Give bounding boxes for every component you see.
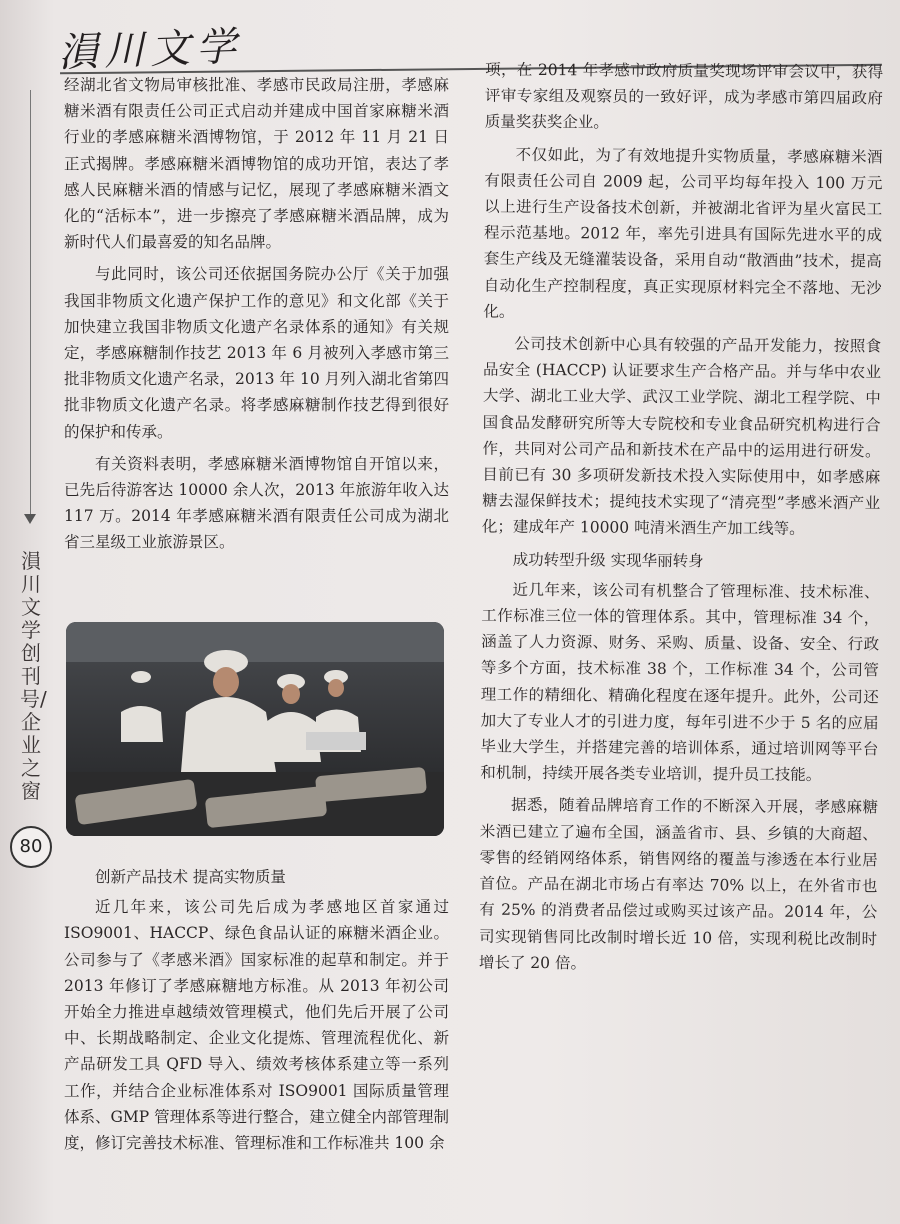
masthead-title: 溳川文学 <box>57 23 243 77</box>
right-column <box>479 57 883 985</box>
page-number: 80 <box>10 826 52 868</box>
paragraph: 近几年来，该公司有机整合了管理标准、技术标准、工作标准三位一体的管理体系。其中，管理标准 34 个，涵盖了人力资源、财务、采购、质量、设备、安全、行政等多个方面，技术标准 38 个，工作标准 34 个，公司管理工作的精细化、精确化程度在逐年提升。此外，公司还加大了专业人才的引进力度，每年引进不少于 5 名的应届毕业大学生，并搭建完善的培训体系，通过培训网等平台和机制，持续开展各类专业培训，提升员工技能。 <box>480 580 880 785</box>
sidebar-divider <box>30 90 31 520</box>
paragraph: 近几年来，该公司先后成为孝感地区首家通过 ISO9001、HACCP、绿色食品认证的麻糖米酒企业。公司参与了《孝感米酒》国家标准的起草和制定。并于 2013 年修订了孝感麻糖地方标准。从 2013 年初公司开始全力推进卓越绩效管理模式，他们先后开展了公司中、长期战略制定、企业文化提炼、管理流程优化、新产品研发工具 QFD 导入、绩效考核体系建立等一系列工作，并结合企业标准体系对 ISO9001 国际质量管理体系、GMP 管理体系等进行整合，建立健全内部管理制度，修订完善技术标准、管理标准和工作标准共 100 余 <box>64 898 449 1153</box>
paragraph: 经湖北省文物局审核批准、孝感市民政局注册，孝感麻糖米酒有限责任公司正式启动并建成中国首家麻糖米酒行业的孝感麻糖米酒博物馆，于 2012 年 11 月 21 日正式揭牌。孝感麻糖米酒博物馆的成功开馆，表达了孝感人民麻糖米酒的情感与记忆，展现了孝感麻糖米酒文化的“活标本”，进一步擦亮了孝感麻糖米酒品牌，成为新时代人们最喜爱的知名品牌。 <box>64 76 449 252</box>
paragraph: 与此同时，该公司还依据国务院办公厅《关于加强我国非物质文化遗产保护工作的意见》和文化部《关于加快建立我国非物质文化遗产名录体系的通知》有关规定，孝感麻糖制作技艺 2013 年 6 月被列入孝感市第三批非物质文化遗产名录，2013 年 10 月列入湖北省第四批非物质文化遗产名录。将孝感麻糖制作技艺得到很好的保护和传承。 <box>64 265 449 441</box>
paragraph: 不仅如此，为了有效地提升实物质量，孝感麻糖米酒有限责任公司自 2009 起，公司平均每年投入 100 万元以上进行生产设备技术创新，并被湖北省评为星火富民工程示范基地。2012 年，率先引进具有国际先进水平的成套生产线及无缝灌装设备，采用自动“散酒曲”技术，提高自动化生产控制程度，真正实现原材料完全不落地、无沙化。 <box>483 145 883 321</box>
paragraph: 有关资料表明，孝感麻糖米酒博物馆自开馆以来，已先后待游客达 10000 余人次，2013 年旅游年收入达 117 万。2014 年孝感麻糖米酒有限责任公司成为湖北省三星级工业旅游景区。 <box>64 454 449 552</box>
sidebar-section-label: 溳川文学创刊号/企业之窗 <box>20 549 47 803</box>
arrow-down-icon <box>24 514 36 524</box>
paragraph: 项，在 2014 年孝感市政府质量奖现场评审会议中，获得评审专家组及观察员的一致好评，成为孝感市第四届政府质量奖获奖企业。 <box>484 60 884 132</box>
paragraph: 据悉，随着品牌培育工作的不断深入开展，孝感麻糖米酒已建立了遍布全国，涵盖省市、县、乡镇的大商超、零售的经销网络体系，销售网络的覆盖与渗透在本行业居首位。产品在湖北市场占有率达 70% 以上，在外省市也有 25% 的消费者品偿过或购买过该产品。2014 年，公司实现销售同比改制时增长近 10 倍，实现利税比改制时增长了 20 倍。 <box>478 796 879 973</box>
section-heading: 创新产品技术 提高实物质量 <box>95 868 286 886</box>
left-column <box>64 72 449 562</box>
factory-workers-photo <box>66 622 444 836</box>
paragraph: 公司技术创新中心具有较强的产品开发能力，按照食品安全 (HACCP) 认证要求生产合格产品。并与华中农业大学、湖北工业大学、武汉工业学院、湖北工程学院、中国食品发酵研究所等大专院校和专业食品研究机构进行合作，共同对公司产品和新技术在产品中的运用进行研发。目前已有 30 多项研发新技术投入实际使用中，如孝感麻糖去湿保鲜技术；提纯技术实现了“清亮型”孝感米酒产业化；建成年产 10000 吨清米酒生产加工线等。 <box>481 334 882 539</box>
section-heading: 成功转型升级 实现华丽转身 <box>512 550 704 570</box>
left-lower-column <box>64 862 449 1162</box>
